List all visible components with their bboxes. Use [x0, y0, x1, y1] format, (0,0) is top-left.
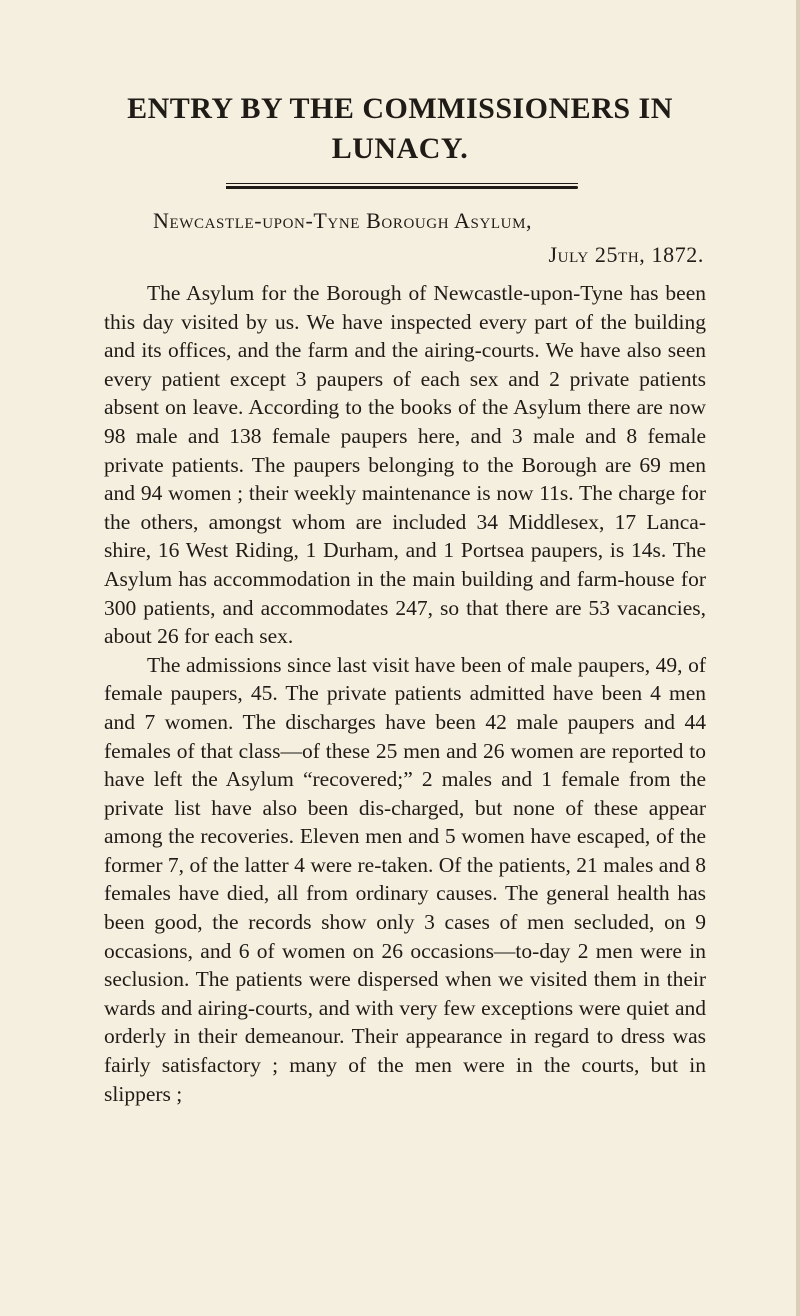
visit-date: July 25th, 1872. [548, 242, 704, 267]
paragraph-admissions: The admissions since last visit have been of male paupers, 49, of female paupers, 45. The private patients admitted have been 4 men and 7 women. The discharges have been 42 male paupers and 44 females of that class—of these 25 men and 26 women are reported to have left the Asylum “recovered;” 2 males and 1 female from the private list have also been dis-charged, but none of these appear among the recoveries. Eleven men and 5 women have escaped, of the former 7, of the latter 4 were re-taken. Of the patients, 21 males and 8 females have died, all from ordinary causes. The general health has been good, the records show only 3 cases of men secluded, on 9 occasions, and 6 of women on 26 occasions—to-day 2 men were in seclusion. The patients were dispersed when we visited them in their wards and airing-courts, and with very few exceptions were quiet and orderly in their demeanour. Their appearance in regard to dress was fairly satisfactory ; many of the men were in the courts, but in slippers ; [104, 652, 706, 1106]
paragraph-inspection: The Asylum for the Borough of Newcastle-upon-Tyne has been this day visited by us. We have inspected every part of the building and its offices, and the farm and the airing-courts. We have also seen every patient except 3 paupers of each sex and 2 private patients absent on leave. According to the books of the Asylum there are now 98 male and 138 female paupers here, and 3 male and 8 female private patients. The paupers belonging to the Borough are 69 men and 94 women ; their weekly maintenance is now 11s. The charge for the others, amongst whom are included 34 Middlesex, 17 Lanca-shire, 16 West Riding, 1 Durham, and 1 Portsea paupers, is 14s. The Asylum has accommodation in the main building and farm-house for 300 patients, and accommodates 247, so that there are 53 vacancies, about 26 for each sex. [104, 281, 706, 649]
page-edge [796, 0, 800, 1316]
title-rule-thick [226, 186, 578, 189]
page-title-continuation: LUNACY. [331, 132, 469, 165]
asylum-location: Newcastle-upon-Tyne Borough Asylum, [153, 208, 533, 233]
title-rule-thin [226, 183, 578, 184]
page-title: ENTRY BY THE COMMISSIONERS IN [127, 92, 673, 125]
report-body [104, 279, 706, 1108]
